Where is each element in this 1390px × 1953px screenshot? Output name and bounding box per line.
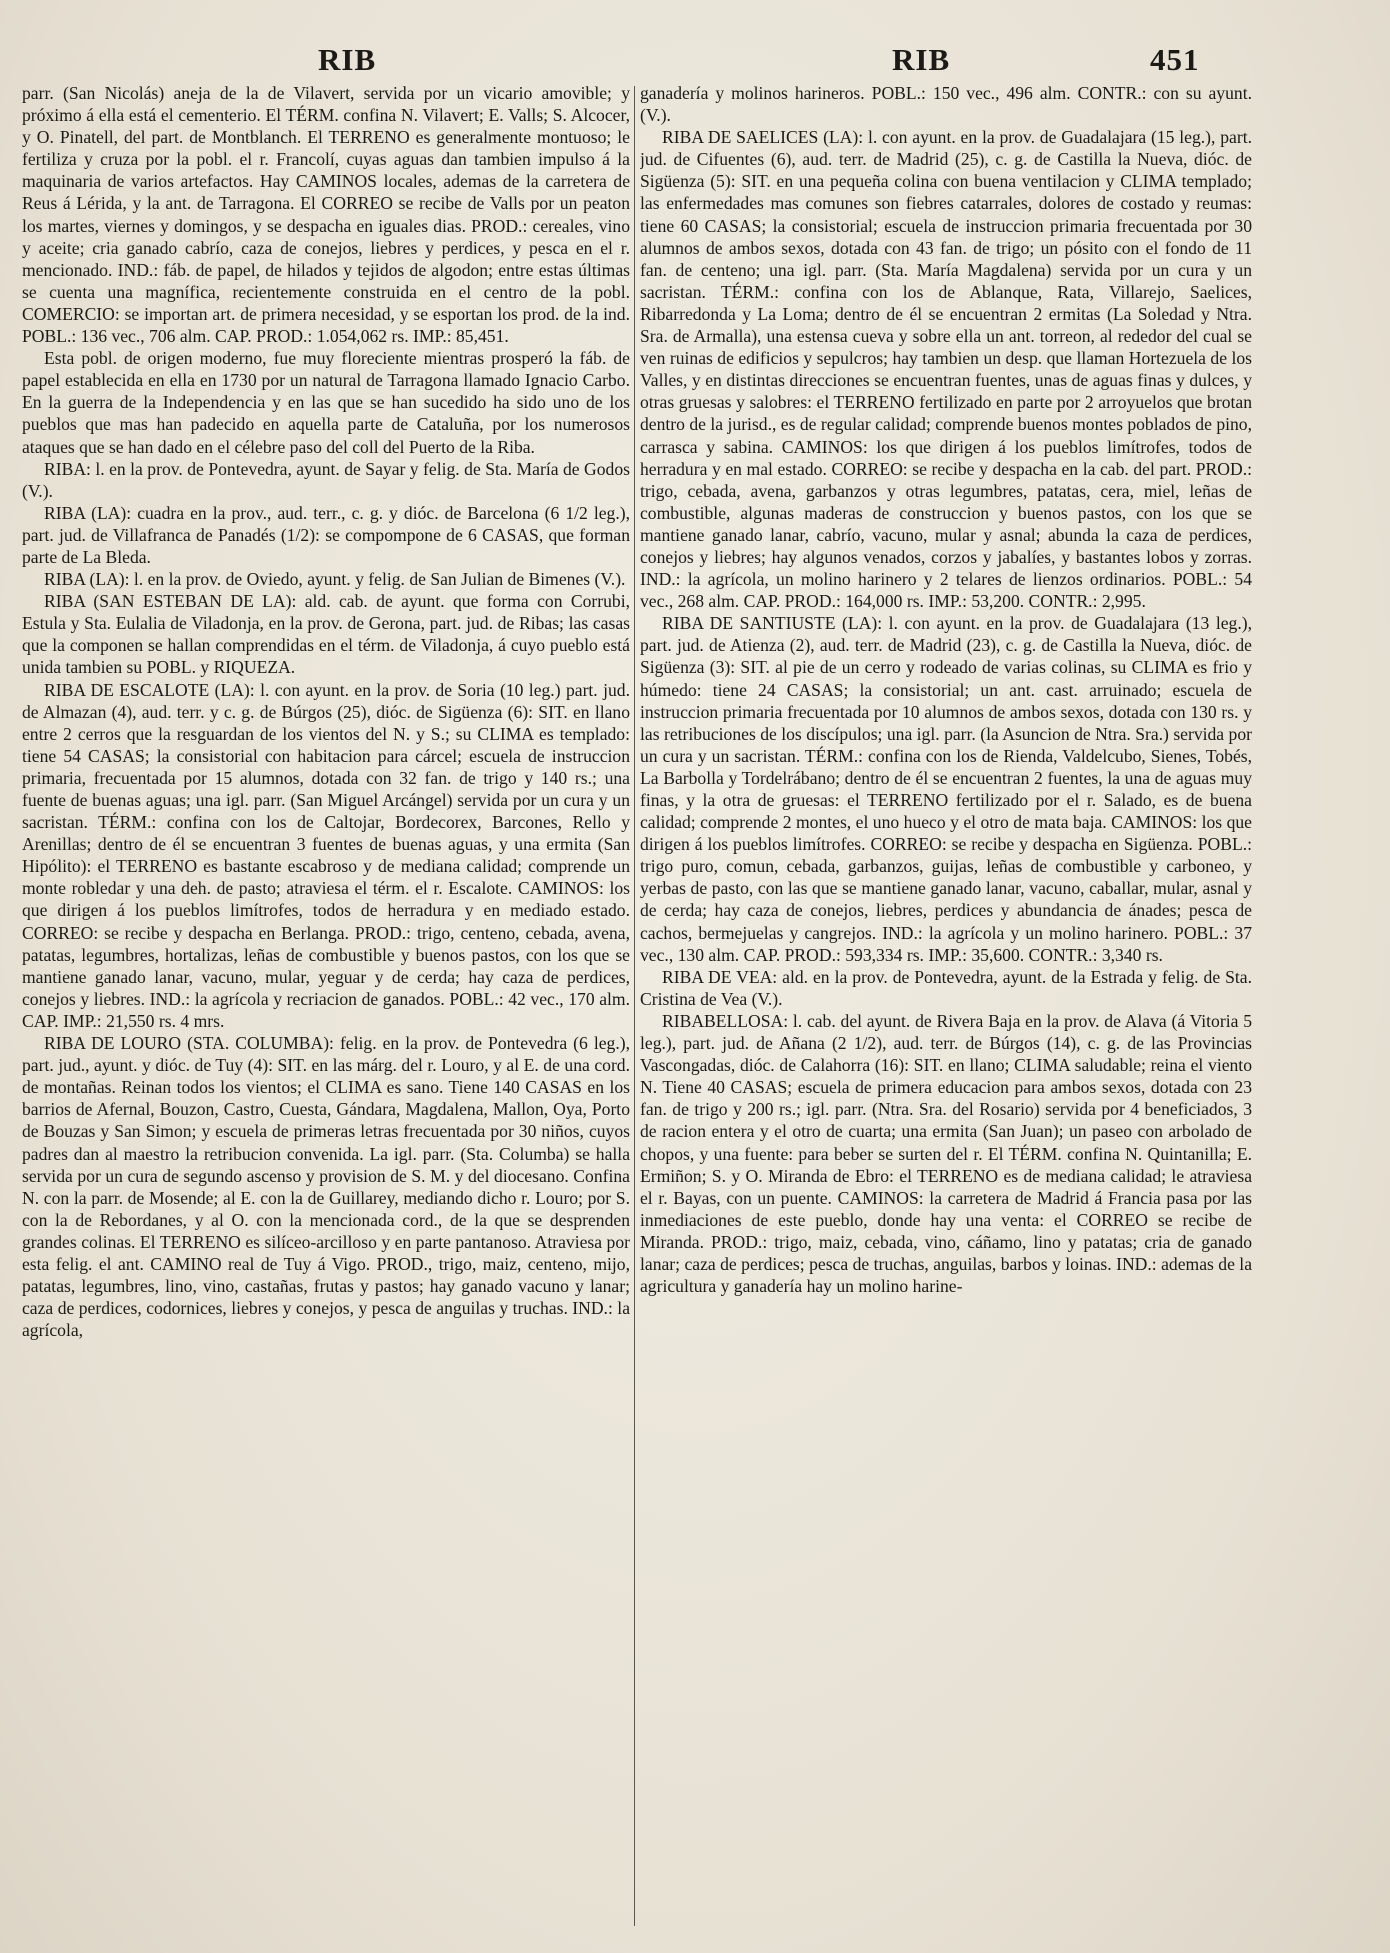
page-number: 451 [1150, 42, 1200, 77]
entry-paragraph: RIBA (LA): cuadra en la prov., aud. terr., c. g. y dióc. de Barcelona (6 1/2 leg.), part. jud. de Villafranca de Panadés (1/2): se compompone de 6 CASAS, que forman parte de La Bleda. [22, 502, 630, 567]
column-divider [634, 86, 635, 1926]
entry-paragraph: RIBA DE SAELICES (LA): l. con ayunt. en la prov. de Guadalajara (15 leg.), part. jud. de Cifuentes (6), aud. terr. de Madrid (25), c. g. de Castilla la Nueva, dióc. de Sigüenza (5): SIT. en una pequeña colina con buena ventilacion y CLIMA templado; las enfermedades mas comunes son fiebres catarrales, dolores de costado y reumas: tiene 60 CASAS; la consistorial; escuela de instruccion primaria frecuentada por 30 alumnos de ambos sexos, dotada con 43 fan. de trigo; un pósito con el fondo de 11 fan. de centeno; una igl. parr. (Sta. María Magdalena) servida por un cura y un sacristan. TÉRM.: confina con los de Ablanque, Rata, Villarejo, Saelices, Ribarredonda y La Loma; dentro de él se encuentran 2 ermitas (La Soledad y Ntra. Sra. de Armalla), una estensa cueva y sobre ella un ant. torreon, al rededor del cual se ven ruinas de edificios y sepulcros; hay tambien un desp. que llaman Hortezuela de los Valles, y en distintas direcciones se encuentran fuentes, unas de aguas finas y dulces, y otras gruesas y salobres: el TERRENO fertilizado en parte por 2 arroyuelos que brotan dentro de la jurisd., es de regular calidad; comprende buenos montes poblados de pino, carrasca y sabina. CAMINOS: los que dirigen á los pueblos limítrofes, todos de herradura y en mal estado. CORREO: se recibe y despacha en la cab. del part. PROD.: trigo, cebada, avena, garbanzos y otras legumbres, patatas, cera, miel, leñas de combustible, algunas maderas de construccion y buenos pastos, con los que se mantiene ganado lanar, cabrío, vacuno, mular y asnal; abunda la caza de perdices, conejos y liebres; hay algunos venados, corzos y jabalíes, y bastantes lobos y zorras. IND.: la agrícola, un molino harinero y 2 telares de lienzos ordinarios. POBL.: 54 vec., 268 alm. CAP. PROD.: 164,000 rs. IMP.: 53,200. CONTR.: 2,995. [640, 127, 1252, 612]
entry-paragraph: ganadería y molinos harineros. POBL.: 150 vec., 496 alm. CONTR.: con su ayunt. (V.). [640, 83, 1252, 126]
running-head-right: RIB [892, 42, 951, 77]
left-column [22, 82, 630, 1932]
entry-paragraph: parr. (San Nicolás) aneja de la de Vilavert, servida por un vicario amovible; y próximo á ella está el cementerio. El TÉRM. confina N. Vilavert; E. Valls; S. Alcocer, y O. Pinatell, del part. de Montblanch. El TERRENO es generalmente montuoso; le fertiliza y cruza por la pobl. el r. Francolí, cuyas aguas dan tambien impulso á la maquinaria de varios artefactos. Hay CAMINOS locales, ademas de la carretera de Reus á Lérida, y la ant. de Tarragona. El CORREO se recibe de Valls por un peaton los martes, viernes y domingos, y se despacha en iguales dias. PROD.: cereales, vino y aceite; cria ganado cabrío, caza de conejos, liebres y perdices, y pesca en el r. mencionado. IND.: fáb. de papel, de hilados y tejidos de algodon; entre estas últimas se cuenta una magnífica, recientemente construida en el centro de la pobl. COMERCIO: se importan art. de primera necesidad, y se esportan los prod. de la ind. POBL.: 136 vec., 706 alm. CAP. PROD.: 1.054,062 rs. IMP.: 85,451. [22, 83, 630, 347]
entry-paragraph: RIBA (SAN ESTEBAN DE LA): ald. cab. de ayunt. que forma con Corrubi, Estula y Sta. Eulalia de Viladonja, en la prov. de Gerona, part. jud. de Ribas; las casas que la componen se hallan comprendidas en el térm. de Viladonja, á cuyo pueblo está unida tambien su POBL. y RIQUEZA. [22, 591, 630, 678]
entry-paragraph: RIBA DE LOURO (STA. COLUMBA): felig. en la prov. de Pontevedra (6 leg.), part. jud., ayunt. y dióc. de Tuy (4): SIT. en las márg. del r. Louro, y al E. de una cord. de montañas. Reinan todos los vientos; el CLIMA es sano. Tiene 140 CASAS en los barrios de Afernal, Bouzon, Castro, Cuesta, Gándara, Magdalena, Mallon, Oya, Porto de Bouzas y San Simon; y escuela de primeras letras frecuentada por 30 niños, cuyos padres dan al maestro la retribucion convenida. La igl. parr. (Sta. Columba) se halla servida por un cura de segundo ascenso y provision de S. M. y del diocesano. Confina N. con la parr. de Mosende; al E. con la de Guillarey, mediando dicho r. Louro; por S. con la de Rebordanes, y al O. con la mencionada cord., de la que se desprenden grandes colinas. El TERRENO es silíceo-arcilloso y en parte pantanoso. Atraviesa por esta felig. el ant. CAMINO real de Tuy á Vigo. PROD., trigo, maiz, centeno, mijo, patatas, legumbres, lino, vino, castañas, frutas y pastos; hay ganado vacuno y lanar; caza de perdices, codornices, liebres y conejos, y pesca de anguilas y truchas. IND.: la agrícola, [22, 1033, 630, 1341]
running-head-left: RIB [318, 42, 377, 77]
entry-paragraph: Esta pobl. de origen moderno, fue muy floreciente mientras prosperó la fáb. de papel establecida en ella en 1730 por un natural de Tarragona llamado Ignacio Carbo. En la guerra de la Independencia y en las que se han sucedido ha sido uno de los pueblos que mas han padecido en aquella parte de Cataluña, por los numerosos ataques que se han dado en el célebre paso del coll del Puerto de la Riba. [22, 348, 630, 457]
entry-paragraph: RIBA DE ESCALOTE (LA): l. con ayunt. en la prov. de Soria (10 leg.) part. jud. de Almazan (4), aud. terr. y c. g. de Búrgos (25), dióc. de Sigüenza (6): SIT. en llano entre 2 cerros que la resguardan de los vientos del N. y S.; su CLIMA es templado: tiene 54 CASAS; la consistorial con habitacion para cárcel; escuela de instruccion primaria, frecuentada por 15 alumnos, dotada con 32 fan. de trigo y 140 rs.; una fuente de buenas aguas; una igl. parr. (San Miguel Arcángel) servida por un cura y un sacristan. TÉRM.: confina con los de Caltojar, Bordecorex, Barcones, Rello y Arenillas; dentro de él se encuentran 3 fuentes de buenas aguas, y una ermita (San Hipólito): el TERRENO es bastante escabroso y de mediana calidad; comprende un monte robledar y una deh. de pasto; atraviesa el térm. el r. Escalote. CAMINOS: los que dirigen á los pueblos limítrofes, todos de herradura y en mediado estado. CORREO: se recibe y despacha en Berlanga. PROD.: trigo, centeno, cebada, avena, patatas, legumbres, hortalizas, leñas de combustible y buenos pastos, con los que se mantiene ganado lanar, vacuno, mular, yeguar y de cerda; hay caza de perdices, conejos y liebres. IND.: la agrícola y recriacion de ganados. POBL.: 42 vec., 170 alm. CAP. IMP.: 21,550 rs. 4 mrs. [22, 679, 630, 1031]
entry-paragraph: RIBA: l. en la prov. de Pontevedra, ayunt. de Sayar y felig. de Sta. María de Godos (V.). [22, 458, 630, 501]
entry-paragraph: RIBA (LA): l. en la prov. de Oviedo, ayunt. y felig. de San Julian de Bimenes (V.). [44, 569, 626, 590]
entry-paragraph: RIBA DE VEA: ald. en la prov. de Pontevedra, ayunt. de la Estrada y felig. de Sta. Cristina de Vea (V.). [640, 966, 1252, 1009]
entry-paragraph: RIBA DE SANTIUSTE (LA): l. con ayunt. en la prov. de Guadalajara (13 leg.), part. jud. de Atienza (2), aud. terr. de Madrid (23), c. g. de Castilla la Nueva, dióc. de Sigüenza (3): SIT. al pie de un cerro y rodeado de varias colinas, su CLIMA es frio y húmedo: tiene 24 CASAS; la consistorial; un ant. cast. arruinado; escuela de instruccion primaria frecuentada por 10 alumnos de ambos sexos, dotada con 130 rs. y las retribuciones de los discípulos; una igl. parr. (la Asuncion de Ntra. Sra.) servida por un cura y un sacristan. TÉRM.: confina con los de Rienda, Valdelcubo, Sienes, Tobés, La Barbolla y Tordelrábano; dentro de él se encuentran 2 fuentes, la una de aguas muy finas, y la otra de gruesas: el TERRENO fertilizado por el r. Salado, es de buena calidad; comprende 2 montes, el uno hueco y el otro de mata baja. CAMINOS: los que dirigen á los pueblos limítrofes. CORREO: se recibe y despacha en Sigüenza. POBL.: trigo puro, comun, cebada, garbanzos, guijas, leñas de combustible y carboneo, y yerbas de pasto, con las que se mantiene ganado lanar, vacuno, caballar, mular, asnal y de cerda; hay caza de conejos, liebres, perdices y abundancia de ánades; pesca de cachos, bermejuelas y cangrejos. IND.: la agrícola y un molino harinero. POBL.: 37 vec., 130 alm. CAP. PROD.: 593,334 rs. IMP.: 35,600. CONTR.: 3,340 rs. [640, 613, 1252, 965]
right-column [640, 82, 1252, 1932]
entry-paragraph: RIBABELLOSA: l. cab. del ayunt. de Rivera Baja en la prov. de Alava (á Vitoria 5 leg.), part. jud. de Añana (2 1/2), aud. terr. de Búrgos (14), c. g. de las Provincias Vascongadas, dióc. de Calahorra (16): SIT. en llano; CLIMA saludable; reina el viento N. Tiene 40 CASAS; escuela de primera educacion para ambos sexos, dotada con 23 fan. de trigo y 200 rs.; igl. parr. (Ntra. Sra. del Rosario) servida por 4 beneficiados, 3 de racion entera y el otro de cuarta; una ermita (San Juan); un paseo con arbolado de chopos, y una fuente: para beber se surten del r. El TÉRM. confina N. Quintanilla; E. Ermiñon; S. y O. Miranda de Ebro: el TERRENO es de mediana calidad; le atraviesa el r. Bayas, con un puente. CAMINOS: la carretera de Madrid á Francia pasa por las inmediaciones de este pueblo, donde hay una venta: el CORREO se recibe de Miranda. PROD.: trigo, maiz, cebada, vino, cáñamo, lino y patatas; cria de ganado lanar; caza de perdices; pesca de truchas, anguilas, barbos y loinas. IND.: ademas de la agricultura y ganadería hay un molino harine- [640, 1010, 1252, 1297]
